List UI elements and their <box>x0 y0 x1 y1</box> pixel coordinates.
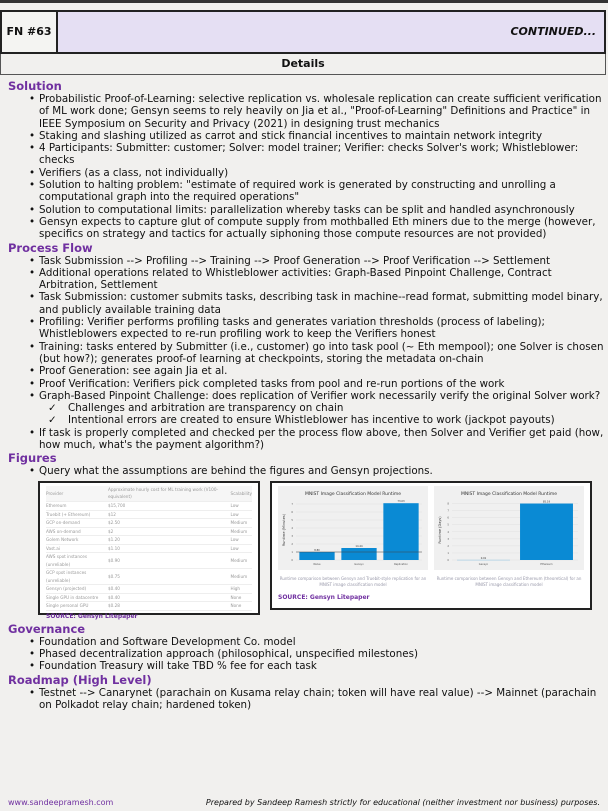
table-cell: Gensyn (projected) <box>46 585 108 594</box>
table-cell: $1.10 <box>108 544 230 553</box>
bullet-list <box>8 636 604 673</box>
bar-value-label: 8.80 <box>314 548 320 552</box>
list-item: • Proof Verification: Verifiers pick completed tasks from pool and re-run portions of the work <box>8 378 604 390</box>
runtime-chart <box>434 486 584 570</box>
table-row <box>46 544 252 553</box>
table-cell: Vast.ai <box>46 544 108 553</box>
bar <box>341 548 376 560</box>
y-tick-label: 0 <box>447 558 449 562</box>
table-cell: Medium <box>230 527 252 536</box>
y-tick-label: 8 <box>447 502 449 506</box>
table-source: SOURCE: Gensyn Litepaper <box>46 612 138 620</box>
y-tick-label: 6 <box>447 516 449 520</box>
bar-value-label: 14.44 <box>355 544 363 548</box>
bar <box>383 503 418 560</box>
section-title: Process Flow <box>8 240 93 255</box>
chart-title: MNIST Image Classification Model Runtime <box>304 491 402 497</box>
table-cell: $15,700 <box>108 502 230 511</box>
chart-caption: Runtime comparison between Gensyn and Truebit-style replication for an MNIST image classification model <box>279 575 427 587</box>
list-item: • Solution to computational limits: parallelization whereby tasks can be split and handled asynchronously <box>8 204 604 216</box>
y-tick-label: 0 <box>291 558 293 562</box>
list-item: • Solution to halting problem: "estimate of required work is generated by constructing and unrolling a computational graph into the required operations" <box>8 179 604 204</box>
y-tick-label: 7 <box>447 509 449 513</box>
figures-row <box>38 481 604 621</box>
bullet-list <box>8 93 604 241</box>
list-item: • 4 Participants: Submitter: customer; Solver: model trainer; Verifier: checks Solver's work; Whistleblower: checks <box>8 142 604 167</box>
continued-label: CONTINUED... <box>58 12 604 52</box>
list-item: • Training: tasks entered by Submitter (i.e., customer) go into task pool (~ Eth mempool); one Solver is chosen (but how?); generates proof-of learning at checkpoints, storing the metadata on-chain <box>8 341 604 366</box>
table-cell: $1.20 <box>108 536 230 545</box>
table-header-cell: Scalability <box>230 486 252 502</box>
list-item: • Staking and slashing utilized as carrot and stick financial incentives to maintain network integrity <box>8 130 604 142</box>
table-cell: Ethereum <box>46 502 108 511</box>
table-row <box>46 527 252 536</box>
table-cell: Medium <box>230 553 252 569</box>
table-cell: Low <box>230 510 252 519</box>
list-item: • Testnet --> Canarynet (parachain on Kusama relay chain; token will have real value) --> Mainnet (parachain on Polkadot relay chain; hardened token) <box>8 687 604 712</box>
website-link[interactable]: www.sandeepramesh.com <box>8 798 114 807</box>
table-cell: Low <box>230 502 252 511</box>
table-cell: High <box>230 585 252 594</box>
x-tick-label: Gensyn <box>354 562 364 566</box>
list-item: • Foundation and Software Development Co. model <box>8 636 604 648</box>
table-cell: AWS spot instances (unreliable) <box>46 553 108 569</box>
table-cell: Truebit (+ Ethereum) <box>46 510 108 519</box>
footer <box>8 797 600 809</box>
y-tick-label: 1 <box>447 551 449 555</box>
table-cell: $12 <box>108 510 230 519</box>
table-row <box>46 593 252 602</box>
table-cell: GCP on-demand <box>46 519 108 528</box>
section-title: Governance <box>8 621 86 636</box>
fn-number: FN #63 <box>2 12 58 52</box>
y-tick-label: 4 <box>447 530 449 534</box>
y-tick-label: 3 <box>291 534 293 538</box>
header <box>0 10 606 54</box>
table-cell: AWS on-demand <box>46 527 108 536</box>
bar-value-label: 0.01 <box>480 556 487 560</box>
y-tick-label: 5 <box>291 518 293 522</box>
table-row <box>46 502 252 511</box>
y-axis-label: Runtime (Minutes) <box>282 513 286 546</box>
table-cell: Single GPU in datacentre <box>46 593 108 602</box>
table-row <box>46 553 252 569</box>
table-cell: $0.40 <box>108 593 230 602</box>
table-row <box>46 602 252 611</box>
list-item: • Probabilistic Proof-of-Learning: selective replication vs. wholesale replication can create sufficient verification of ML work done; Gensyn seems to rely heavily on Jia et al., "Proof-of-Learning" Definitions and Practice" in IEEE Symposium on Security and Privacy (2021) in designing trust mechanics <box>8 93 604 130</box>
y-tick-label: 5 <box>447 523 449 527</box>
x-tick-label: Ethereum <box>540 562 553 566</box>
table-header-row <box>46 486 252 502</box>
table-cell: $0.75 <box>108 569 230 585</box>
section-title: Roadmap (High Level) <box>8 672 152 687</box>
table-cell: Medium <box>230 519 252 528</box>
table-cell: None <box>230 602 252 611</box>
content <box>8 79 604 711</box>
cost-table-image <box>38 481 260 620</box>
chart-caption: Runtime comparison between Gensyn and Ethereum (theoretical) for an MNIST image classification model <box>436 575 582 587</box>
list-item: • Task Submission --> Profiling --> Training --> Proof Generation --> Proof Verification --> Settlement <box>8 255 604 267</box>
bar <box>299 552 334 560</box>
y-tick-label: 1 <box>291 550 293 554</box>
table-cell: $0.40 <box>108 585 230 594</box>
charts-image <box>270 481 592 610</box>
table-row <box>46 510 252 519</box>
table-cell: $0.90 <box>108 553 230 569</box>
list-item: • Phased decentralization approach (philosophical, unspecified milestones) <box>8 648 604 660</box>
table-header-cell: Provider <box>46 486 108 502</box>
table-cell: Medium <box>230 569 252 585</box>
list-item: • If task is properly completed and checked per the process flow above, then Solver and Verifier get paid (how, how much, what's the payment algorithm?) <box>8 427 604 452</box>
table-cell: Low <box>230 536 252 545</box>
bullet-list <box>8 255 604 452</box>
bar-value-label: 73.03 <box>397 499 405 503</box>
bullet-list <box>8 687 604 712</box>
list-item: • Foundation Treasury will take TBD % fee for each task <box>8 660 604 672</box>
x-tick-label: Naive <box>313 562 321 566</box>
list-item: • Additional operations related to Whistleblower activities: Graph-Based Pinpoint Challenge, Contract Arbitration, Settlement <box>8 267 604 292</box>
bullet-list <box>8 465 604 477</box>
cost-table <box>46 486 252 611</box>
details-heading: Details <box>0 54 606 75</box>
table-row <box>46 569 252 585</box>
section-title: Figures <box>8 451 57 466</box>
chart-source: SOURCE: Gensyn Litepaper <box>278 594 370 602</box>
chart-title: MNIST Image Classification Model Runtime <box>460 491 558 497</box>
table-cell: Golem Network <box>46 536 108 545</box>
y-tick-label: 2 <box>291 542 293 546</box>
table-header-cell: Approximate hourly cost for ML training work (V100-equivalent) <box>108 486 230 502</box>
y-tick-label: 7 <box>291 502 293 506</box>
list-item: • Task Submission: customer submits tasks, describing task in machine--read format, submitting model binary, and publicly available training data <box>8 291 604 316</box>
check-list-item: ✓ Challenges and arbitration are transparency on chain <box>8 402 604 414</box>
runtime-chart <box>278 486 428 570</box>
table-cell: $0.28 <box>108 602 230 611</box>
list-item: • Gensyn expects to capture glut of compute supply from mothballed Eth miners due to the merge (however, specifics on strategy and tactics for actually siphoning those compute resources are not provided) <box>8 216 604 241</box>
y-axis-label: Runtime (Days) <box>438 516 442 544</box>
x-tick-label: Replication <box>394 562 408 566</box>
table-row <box>46 585 252 594</box>
x-tick-label: Gensyn <box>478 562 489 566</box>
disclaimer: Prepared by Sandeep Ramesh strictly for educational (neither investment nor business) purposes. <box>205 798 600 807</box>
table-cell: GCP spot instances (unreliable) <box>46 569 108 585</box>
list-item: • Graph-Based Pinpoint Challenge: does replication of Verifier work necessarily verify the original Solver work? <box>8 390 604 402</box>
list-item: • Query what the assumptions are behind the figures and Gensyn projections. <box>8 465 604 477</box>
table-row <box>46 519 252 528</box>
check-list-item: ✓ Intentional errors are created to ensure Whistleblower has incentive to work (jackpot payouts) <box>8 414 604 426</box>
y-tick-label: 4 <box>291 526 293 530</box>
list-item: • Verifiers (as a class, not individually) <box>8 167 604 179</box>
table-cell: $2.50 <box>108 519 230 528</box>
list-item: • Proof Generation: see again Jia et al. <box>8 365 604 377</box>
y-tick-label: 2 <box>447 544 449 548</box>
table-row <box>46 536 252 545</box>
top-border <box>0 0 608 3</box>
table-cell: Low <box>230 544 252 553</box>
list-item: • Profiling: Verifier performs profiling tasks and generates variation thresholds (process of labeling); Whistleblowers expected to re-run profiling work to keep the Verifiers honest <box>8 316 604 341</box>
y-tick-label: 6 <box>291 510 293 514</box>
bar-value-label: 85.19 <box>542 500 551 504</box>
table-cell: Single personal GPU <box>46 602 108 611</box>
table-cell: $2 <box>108 527 230 536</box>
y-tick-label: 3 <box>447 537 449 541</box>
section-title: Solution <box>8 79 62 93</box>
bar <box>520 503 573 559</box>
table-cell: None <box>230 593 252 602</box>
